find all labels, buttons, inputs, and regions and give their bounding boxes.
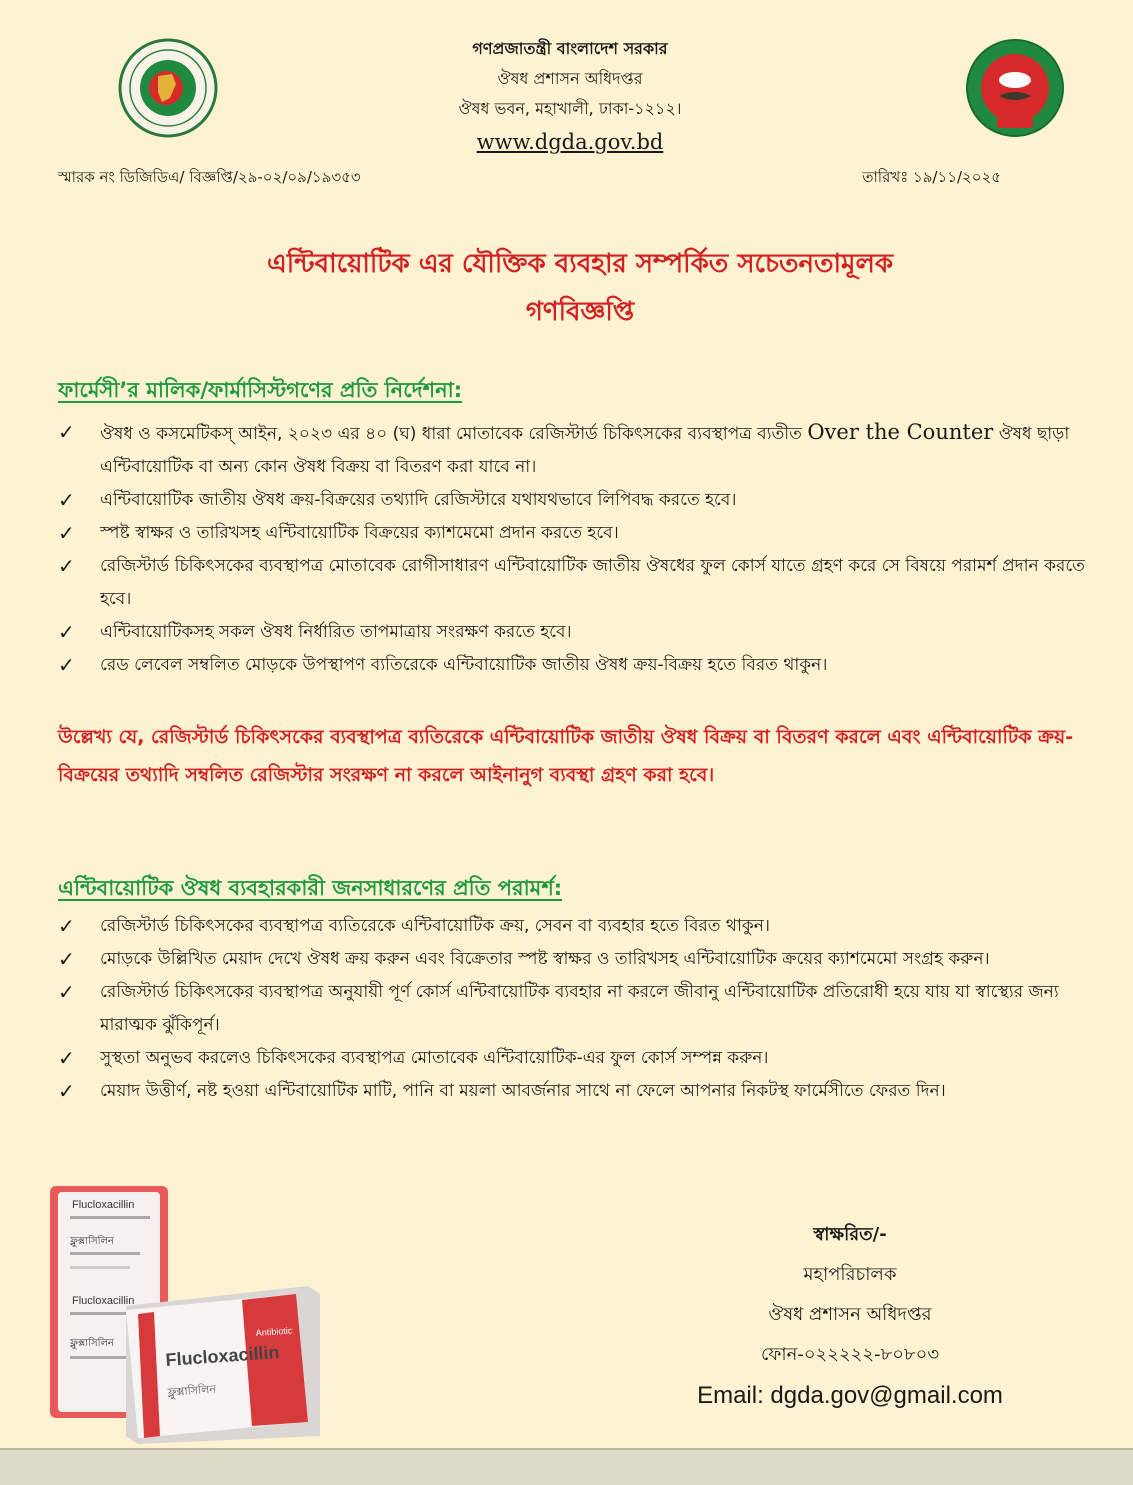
checkmark-icon: ✓ bbox=[58, 420, 75, 444]
strip-bn-label-2: ফ্লুক্সাসিলিন bbox=[70, 1338, 114, 1349]
checkmark-icon: ✓ bbox=[58, 947, 75, 971]
notice-title-line2: গণবিজ্ঞপ্তি bbox=[525, 297, 635, 327]
notice-title-line1: এন্টিবায়োটিক এর যৌক্তিক ব্যবহার সম্পর্কিত সচেতনতামূলক bbox=[266, 249, 894, 279]
notice-title bbox=[80, 240, 1080, 336]
strip-label-2: Flucloxacillin bbox=[72, 1295, 135, 1307]
public-advice-heading: এন্টিবায়োটিক ঔষধ ব্যবহারকারী জনসাধারণের প্রতি পরামর্শ: bbox=[58, 876, 563, 900]
contact-phone: ফোন-০২২২২২-৮০৮০৩ bbox=[760, 1344, 940, 1365]
list-item: ✓ মোড়কে উল্লিখিত মেয়াদ দেখে ঔষধ ক্রয় করুন এবং বিক্রেতার স্পষ্ট স্বাক্ষর ও তারিখসহ এন্টিবায়োটিক ক্রয়ের ক্যাশমেমো সংগ্রহ করুন। bbox=[58, 943, 1098, 976]
antibiotic-badge: Antibiotic bbox=[255, 1325, 293, 1338]
signatory-office: ঔষধ প্রশাসন অধিদপ্তর bbox=[768, 1304, 932, 1325]
list-item: ✓ রেজিস্টার্ড চিকিৎসকের ব্যবস্থাপত্র ব্যতিরেকে এন্টিবায়োটিক ক্রয়, সেবন বা ব্যবহার হতে বিরত থাকুন। bbox=[58, 910, 1098, 943]
signatory-designation: মহাপরিচালক bbox=[803, 1264, 897, 1285]
checkmark-icon: ✓ bbox=[58, 620, 75, 644]
govt-name: গণপ্রজাতন্ত্রী বাংলাদেশ সরকার bbox=[472, 39, 668, 58]
checkmark-icon: ✓ bbox=[58, 488, 75, 512]
website-link[interactable]: www.dgda.gov.bd bbox=[476, 130, 664, 154]
public-advice-list bbox=[58, 910, 1098, 1108]
checkmark-icon: ✓ bbox=[58, 914, 75, 938]
pharmacy-instructions-heading: ফার্মেসী’র মালিক/ফার্মাসিস্টগণের প্রতি নির্দেশনা: bbox=[58, 378, 463, 402]
box-product-name-bn: ফ্লুক্সাসিলিন bbox=[167, 1382, 217, 1399]
list-item: ✓ ঔষধ ও কসমেটিকস্ আইন, ২০২৩ এর ৪০ (ঘ) ধারা মোতাবেক রেজিস্টার্ড চিকিৎসকের ব্যবস্থাপত্র ব্যতীত Over the Counter ঔষধ ছাড়া এন্টিবায়োটিক বা অন্য কোন ঔষধ বিক্রয় বা বিতরণ করা যাবে না। bbox=[58, 416, 1098, 484]
checkmark-icon: ✓ bbox=[58, 554, 75, 578]
checkmark-icon: ✓ bbox=[58, 653, 75, 677]
signature-block bbox=[660, 1215, 1040, 1417]
list-item: ✓ এন্টিবায়োটিক জাতীয় ঔষধ ক্রয়-বিক্রয়ের তথ্যাদি রেজিস্টারে যথাযথভাবে লিপিবদ্ধ করতে হবে। bbox=[58, 484, 1098, 517]
list-item: ✓ সুস্থতা অনুভব করলেও চিকিৎসকের ব্যবস্থাপত্র মোতাবেক এন্টিবায়োটিক-এর ফুল কোর্স সম্পন্ন করুন। bbox=[58, 1042, 1098, 1075]
checkmark-icon: ✓ bbox=[58, 521, 75, 545]
medicine-product-image bbox=[46, 1186, 336, 1446]
notice-date: তারিখঃ ১৯/১১/২০২৫ bbox=[862, 168, 1001, 186]
office-address: ঔষধ ভবন, মহাখালী, ঢাকা-১২১২। bbox=[458, 99, 682, 118]
list-item: ✓ মেয়াদ উত্তীর্ণ, নষ্ট হওয়া এন্টিবায়োটিক মাটি, পানি বা ময়লা আবর্জনার সাথে না ফেলে আপনার নিকটস্থ ফার্মেসীতে ফেরত দিন। bbox=[58, 1075, 1098, 1108]
dgda-seal-icon bbox=[965, 38, 1065, 138]
checkmark-icon: ✓ bbox=[58, 980, 75, 1004]
strip-bn-label-1: ফ্লুক্সাসিলিন bbox=[70, 1236, 114, 1247]
checkmark-icon: ✓ bbox=[58, 1046, 75, 1070]
office-header bbox=[300, 34, 840, 160]
memo-number: স্মারক নং ডিজিডিএ/ বিজ্ঞপ্তি/২৯-০২/০৯/১৯৩৫৩ bbox=[58, 168, 361, 186]
bottom-band bbox=[0, 1448, 1133, 1485]
bangladesh-govt-seal-icon bbox=[118, 38, 218, 138]
pharmacy-instructions-list bbox=[58, 416, 1098, 682]
list-item: ✓ এন্টিবায়োটিকসহ সকল ঔষধ নির্ধারিত তাপমাত্রায় সংরক্ষণ করতে হবে। bbox=[58, 616, 1098, 649]
signed-label: স্বাক্ষরিত/- bbox=[813, 1224, 887, 1245]
contact-email[interactable]: Email: dgda.gov@gmail.com bbox=[697, 1382, 1003, 1409]
list-item: ✓ রেজিস্টার্ড চিকিৎসকের ব্যবস্থাপত্র মোতাবেক রোগীসাধারণ এন্টিবায়োটিক জাতীয় ঔষধের ফুল কোর্স যাতে গ্রহণ করে সে বিষয়ে পরামর্শ প্রদান করতে হবে। bbox=[58, 550, 1098, 616]
checkmark-icon: ✓ bbox=[58, 1079, 75, 1103]
strip-label-1: Flucloxacillin bbox=[72, 1199, 135, 1211]
list-item: ✓ রেজিস্টার্ড চিকিৎসকের ব্যবস্থাপত্র অনুযায়ী পূর্ণ কোর্স এন্টিবায়োটিক ব্যবহার না করলে জীবানু এন্টিবায়োটিক প্রতিরোধী হয়ে যায় যা স্বাস্থ্যের জন্য মারাত্মক ঝুঁকিপূর্ন। bbox=[58, 976, 1098, 1042]
legal-warning: উল্লেখ্য যে, রেজিস্টার্ড চিকিৎসকের ব্যবস্থাপত্র ব্যতিরেকে এন্টিবায়োটিক জাতীয় ঔষধ বিক্রয় বা বিতরণ করলে এবং এন্টিবায়োটিক ক্রয়-বিক্রয়ের তথ্যাদি সম্বলিত রেজিস্টার সংরক্ষণ না করলে আইনানুগ ব্যবস্থা গ্রহণ করা হবে। bbox=[58, 726, 1074, 786]
office-name: ঔষধ প্রশাসন অধিদপ্তর bbox=[497, 69, 643, 88]
list-item: ✓ রেড লেবেল সম্বলিত মোড়কে উপস্থাপণ ব্যতিরেকে এন্টিবায়োটিক জাতীয় ঔষধ ক্রয়-বিক্রয় হতে বিরত থাকুন। bbox=[58, 649, 1098, 682]
list-item: ✓ স্পষ্ট স্বাক্ষর ও তারিখসহ এন্টিবায়োটিক বিক্রয়ের ক্যাশমেমো প্রদান করতে হবে। bbox=[58, 517, 1098, 550]
box-product-name: Flucloxacillin bbox=[164, 1342, 281, 1370]
